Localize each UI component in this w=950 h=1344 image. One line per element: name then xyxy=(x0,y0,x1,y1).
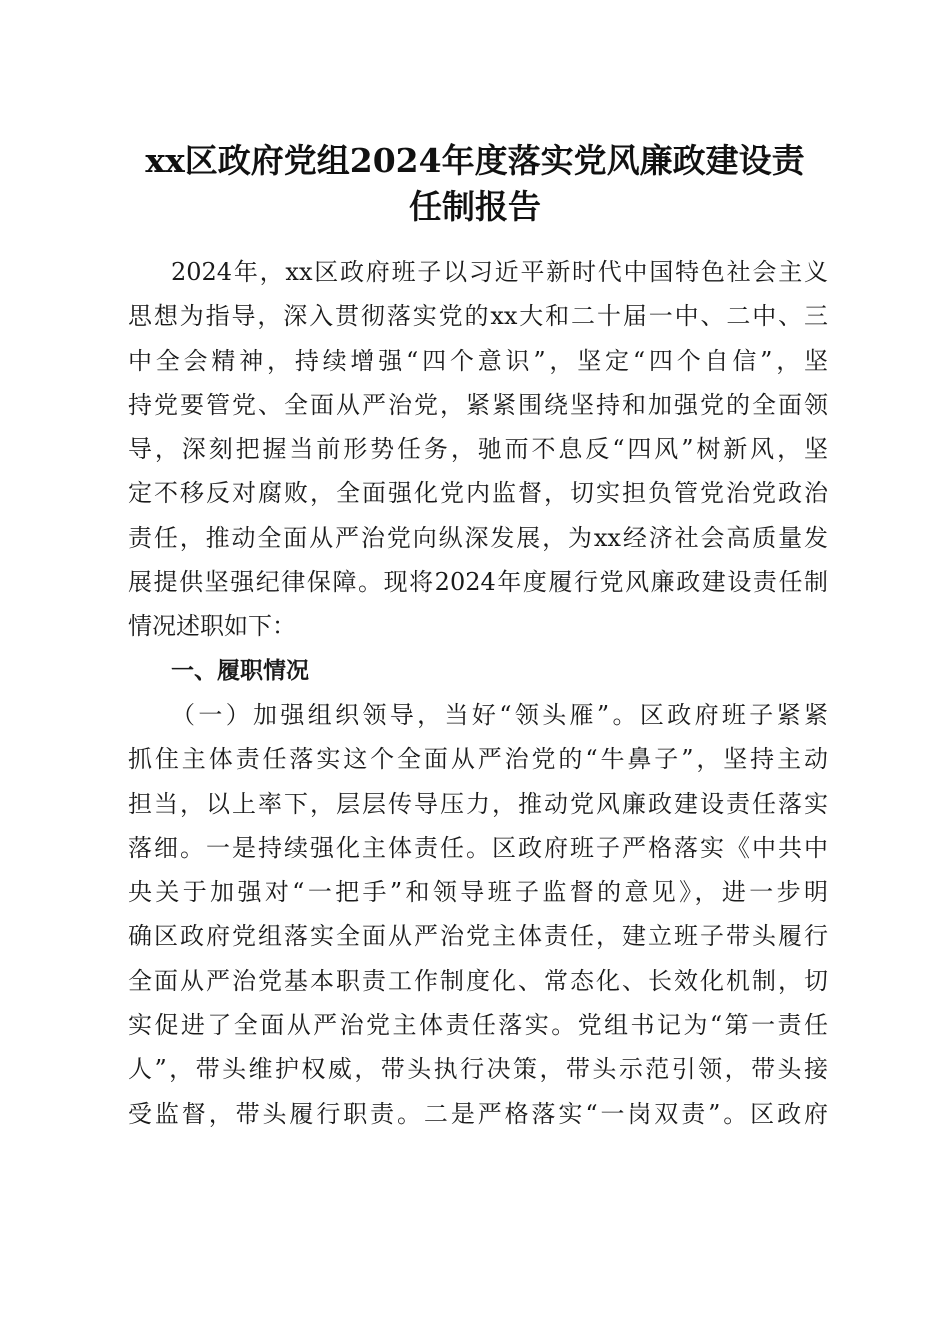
intro-line-7: 责任，推动全面从严治党向纵深发展，为xx经济社会高质量发 xyxy=(128,523,828,552)
section-line-7: 全面从严治党基本职责工作制度化、常态化、长效化机制，切 xyxy=(128,966,828,995)
section-line-10: 受监督，带头履行职责。二是严格落实“一岗双责”。区政府 xyxy=(128,1099,828,1128)
section-line-1: （一）加强组织领导，当好“领头雁”。区政府班子紧紧 xyxy=(171,700,828,729)
intro-line-9: 情况述职如下： xyxy=(128,612,296,641)
intro-line-6: 定不移反对腐败，全面强化党内监督，切实担负管党治党政治 xyxy=(128,479,828,508)
title-line-1: xx区政府党组2024年度落实党风廉政建设责 xyxy=(145,141,805,180)
intro-line-3: 中全会精神，持续增强“四个意识”，坚定“四个自信”，坚 xyxy=(128,346,828,375)
intro-line-5: 导，深刻把握当前形势任务，驰而不息反“四风”树新风，坚 xyxy=(128,435,828,464)
section-line-8: 实促进了全面从严治党主体责任落实。党组书记为“第一责任 xyxy=(128,1011,828,1040)
section-line-6: 确区政府党组落实全面从严治党主体责任，建立班子带头履行 xyxy=(128,922,828,951)
section-heading: 一、履职情况 xyxy=(171,657,309,684)
section-line-4: 落细。一是持续强化主体责任。区政府班子严格落实《中共中 xyxy=(128,833,828,862)
section-line-2: 抓住主体责任落实这个全面从严治党的“牛鼻子”，坚持主动 xyxy=(128,745,828,774)
document-title xyxy=(110,138,840,230)
title-line-2: 任制报告 xyxy=(409,187,541,226)
intro-line-1: 2024年，xx区政府班子以习近平新时代中国特色社会主义 xyxy=(171,258,828,286)
document-body xyxy=(128,250,828,1136)
intro-line-8: 展提供坚强纪律保障。现将2024年度履行党风廉政建设责任制 xyxy=(128,568,828,597)
section-line-5: 央关于加强对“一把手”和领导班子监督的意见》，进一步明 xyxy=(128,878,828,907)
section-line-9: 人”，带头维护权威，带头执行决策，带头示范引领，带头接 xyxy=(128,1055,828,1084)
section-line-3: 担当，以上率下，层层传导压力，推动党风廉政建设责任落实 xyxy=(128,789,828,818)
intro-line-2: 思想为指导，深入贯彻落实党的xx大和二十届一中、二中、三 xyxy=(128,302,828,331)
intro-line-4: 持党要管党、全面从严治党，紧紧围绕坚持和加强党的全面领 xyxy=(128,390,828,419)
